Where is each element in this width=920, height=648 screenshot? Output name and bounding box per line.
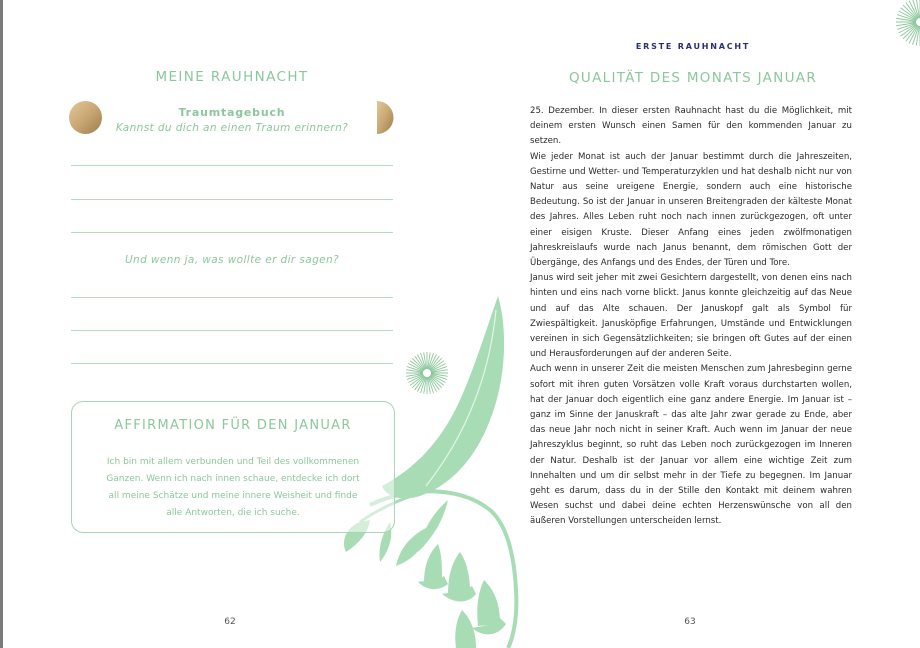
body-text: [530, 104, 852, 530]
writing-line[interactable]: [71, 165, 393, 166]
journal-title: Traumtagebuch: [178, 106, 286, 119]
paragraph: Auch wenn in unserer Zeit die meisten Menschen zum Jahresbeginn gerne sofort mit ihren guten Vorsätzen volle Kraft voraus durchstarten wollen, hat der Januar doch eigentlich eine ganz andere Energie. Im Januar ist – ganz im Sinne der Januskraft – das alte Jahr zwar gerade zu Ende, aber das neue Jahr noch nicht in seiner Kraft. Auch wenn im Januar der neue Jahreszyklus beginnt, so ruht das Leben noch zurückgezogen im Inneren der Natur. Deshalb ist der Januar vor allem eine wichtige Zeit zum Innehalten und um dir selbst mehr in der Tiefe zu begegnen. Im Januar geht es darum, dass du in der Stille den Kontakt mit deinem wahren Wesen suchst und dabei deine echten Herzenswünsche von all den äußeren Vorstellungen unterscheiden lernst.: [530, 364, 852, 527]
affirmation-text: Ich bin mit allem verbunden und Teil des vollkommenen Ganzen. Wenn ich nach innen schaue, entdecke ich dort all meine Schätze und meine innere Weisheit und finde alle Antworten, die ich suche.: [106, 457, 360, 518]
burst-icon: [405, 351, 449, 395]
page-number: 62: [224, 617, 236, 627]
paragraph: Wie jeder Monat ist auch der Januar bestimmt durch die Jahreszeiten, Gestirne und Wetter- und Temperaturzyklen und hat deshalb nicht nur von Natur aus seine ureigene Energie, sondern auch eine historische Bedeutung. So ist der Januar in unseren Breitengraden der kälteste Monat des Jahres. Alles Leben ruht noch nach innen zurückgezogen, oft unter einer eisigen Kruste. Dieser Anfang eines jeden zwölfmonatigen Jahreskreislaufs wurde nach Janus benannt, dem römischen Gott der Übergänge, des Anfangs und des Endes, der Türen und Tore.: [530, 151, 852, 269]
writing-line[interactable]: [71, 232, 393, 233]
affirmation-heading: AFFIRMATION FÜR DEN JANUAR: [114, 418, 352, 433]
question-1: Kannst du dich an einen Traum erinnern?: [115, 122, 349, 134]
page-number: 63: [684, 617, 696, 627]
paragraph: 25. Dezember. In dieser ersten Rauhnacht hast du die Möglichkeit, mit deinem ersten Wunsch einen Samen für den kommenden Januar zu setzen.: [530, 106, 852, 147]
page-title: QUALITÄT DES MONATS JANUAR: [569, 70, 817, 86]
right-page: [460, 0, 920, 648]
running-head: ERSTE RAUHNACHT: [635, 42, 751, 51]
writing-line[interactable]: [71, 199, 393, 200]
paragraph: Janus wird seit jeher mit zwei Gesichtern dargestellt, von denen eins nach hinten und eins nach vorne blickt. Janus konnte gleichzeitig auf das Neue und auf das Alte schauen. Der Januskopf galt als Symbol für Zwiespältigkeit. Janusköpfige Erfahrungen, Umstände und Entwicklungen vereinen in sich Gegensätzlichkeiten; sie bringen oft Gutes auf der einen und Herausforderungen auf der anderen Seite.: [530, 273, 852, 360]
section-title: MEINE RAUHNACHT: [155, 69, 309, 85]
question-2: Und wenn ja, was wollte er dir sagen?: [124, 254, 340, 266]
affirmation-box: [71, 401, 395, 533]
